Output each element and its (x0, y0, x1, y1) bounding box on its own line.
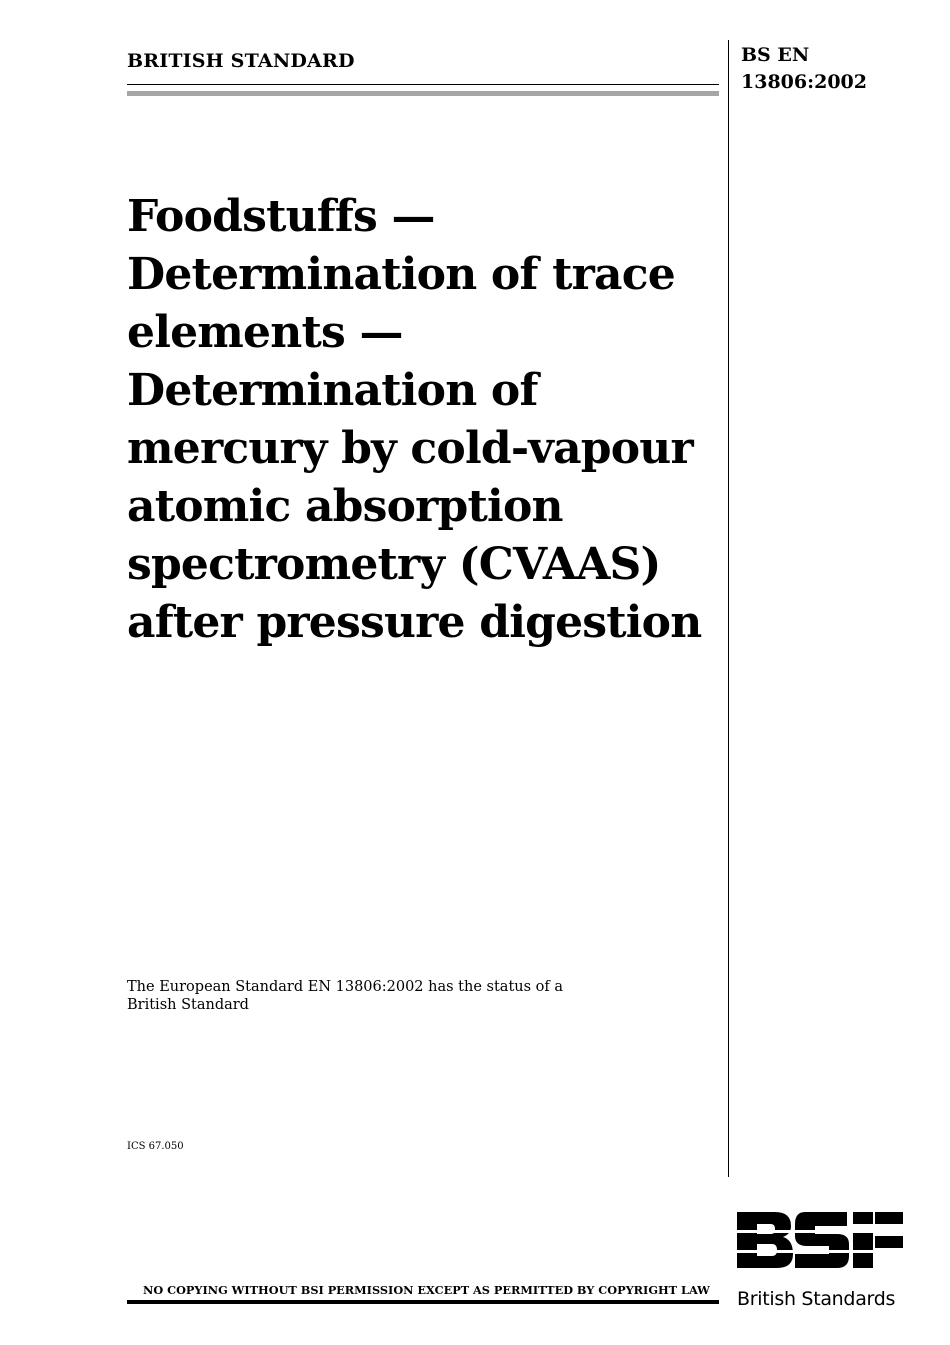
title-line: Foodstuffs — (127, 191, 435, 242)
title-line: Determination of trace (127, 249, 675, 300)
ics-code: ICS 67.050 (127, 1141, 184, 1152)
standard-number (741, 42, 867, 96)
title-line: Determination of (127, 365, 538, 416)
document-title (127, 188, 725, 652)
header-rule-grey (127, 91, 719, 96)
title-line: elements — (127, 307, 403, 358)
copyright-notice: NO COPYING WITHOUT BSI PERMISSION EXCEPT AS PERMITTED BY COPYRIGHT LAW (143, 1283, 710, 1297)
standard-type-label: BRITISH STANDARD (127, 50, 355, 72)
status-line-1: The European Standard EN 13806:2002 has the status of a (127, 979, 564, 995)
header-rule-thin (127, 84, 719, 85)
standard-number-line-1: BS EN (741, 44, 810, 66)
standard-number-line-2: 13806:2002 (741, 71, 867, 93)
vertical-divider (728, 40, 729, 1177)
status-line-2: British Standard (127, 997, 249, 1013)
bsi-logo-caption: British Standards (737, 1288, 896, 1310)
title-line: atomic absorption (127, 481, 563, 532)
title-line: spectrometry (CVAAS) (127, 539, 661, 590)
footer-rule (127, 1300, 719, 1304)
bsi-logo-mark-icon (735, 1208, 905, 1288)
title-line: after pressure digestion (127, 597, 702, 648)
status-statement (127, 978, 563, 1014)
title-line: mercury by cold-vapour (127, 423, 693, 474)
